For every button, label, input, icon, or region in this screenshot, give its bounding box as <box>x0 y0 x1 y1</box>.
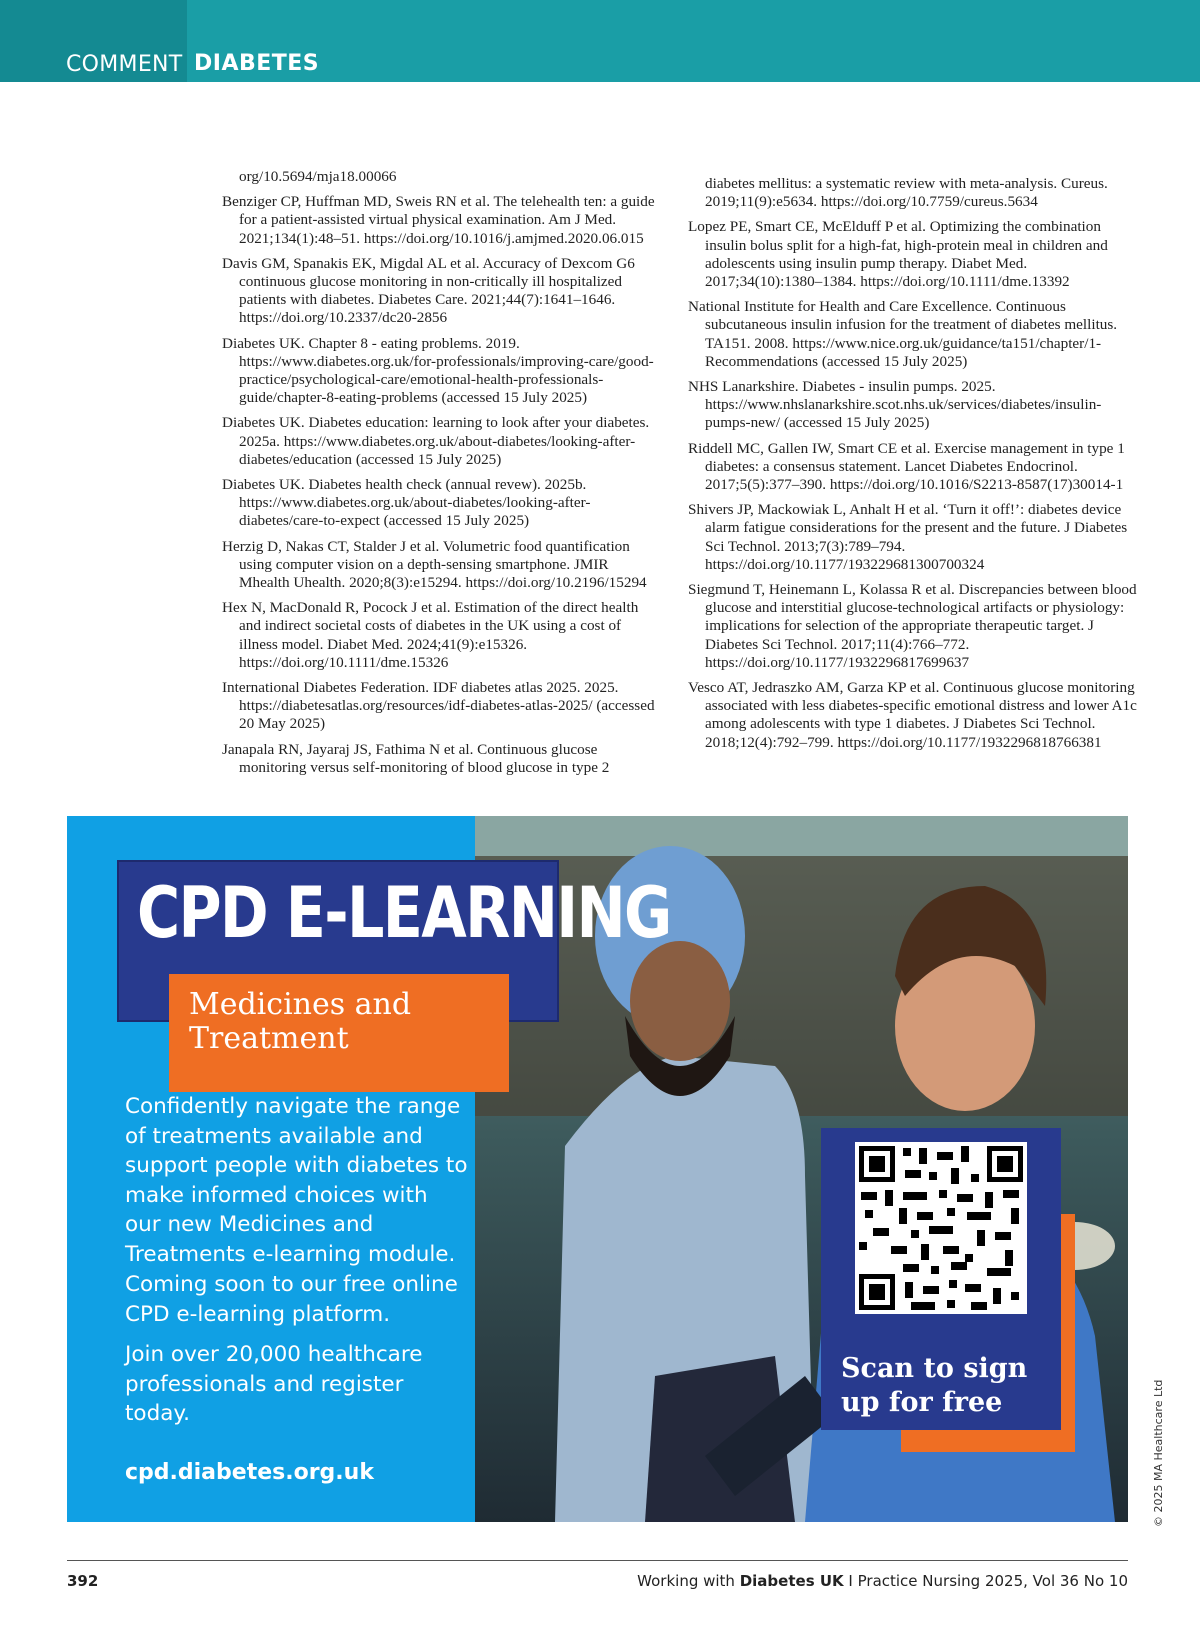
reference-item: Diabetes UK. Diabetes education: learning to look after your diabetes. 2025a. https://www.diabetes.org.uk/about-diabetes/looking-after-diabetes/education (accessed 15 July 2025) <box>222 414 650 468</box>
copyright-notice: © 2025 MA Healthcare Ltd <box>1152 1379 1165 1527</box>
advert-url[interactable]: cpd.diabetes.org.uk <box>125 1460 374 1485</box>
reference-item: NHS Lanarkshire. Diabetes - insulin pumps. 2025. https://www.nhslanarkshire.scot.nhs.uk/services/diabetes/insulin-pumps-new/ (accessed 15 July 2025) <box>688 378 1102 432</box>
qr-caption: Scan to sign up for free <box>841 1353 1028 1418</box>
reference-item: Hex N, MacDonald R, Pocock J et al. Estimation of the direct health and indirect societal costs of diabetes in the UK using a cost of illness model. Diabet Med. 2024;41(9):e15326. https://doi.org/10.1111/dme.15326 <box>222 599 639 671</box>
reference-item: Riddell MC, Gallen IW, Smart CE et al. Exercise management in type 1 diabetes: a consensus statement. Lancet Diabetes Endocrinol. 2017;5(5):377–390. https://doi.org/10.1016/S2213-8587(17)30014-1 <box>688 439 1125 494</box>
reference-item: Herzig D, Nakas CT, Stalder J et al. Volumetric food quantification using computer vision on a depth-sensing smartphone. JMIR Mhealth Uhealth. 2020;8(3):e15294. https://doi.org/10.2196/15294 <box>222 537 647 592</box>
reference-item: diabetes mellitus: a systematic review with meta-analysis. Cureus. 2019;11(9):e5634. https://doi.org/10.7759/cureus.5634 <box>705 175 1108 211</box>
qr-code-icon <box>855 1142 1027 1314</box>
topic-label: DIABETES <box>194 51 320 76</box>
reference-item: International Diabetes Federation. IDF diabetes atlas 2025. 2025. https://diabetesatlas.org/resources/idf-diabetes-atlas-2025/ (accessed 20 May 2025) <box>222 679 655 733</box>
reference-item: Shivers JP, Mackowiak L, Anhalt H et al. ‘Turn it off!’: diabetes device alarm fatigue considerations for the present and the future. J Diabetes Sci Technol. 2013;7(3):789–794. https://doi.org/10.1177/193229681300700324 <box>688 501 1128 573</box>
page-number: 392 <box>67 1572 99 1590</box>
reference-item: Diabetes UK. Diabetes health check (annual revew). 2025b. https://www.diabetes.org.uk/about-diabetes/looking-after-diabetes/care-to-expect (accessed 15 July 2025) <box>222 476 591 530</box>
reference-item: Vesco AT, Jedraszko AM, Garza KP et al. Continuous glucose monitoring associated with less diabetes-specific emotional distress and lower A1c among adolescents with type 1 diabetes. J Diabetes Sci Technol. 2018;12(4):792–799. https://doi.org/10.1177/1932296818766381 <box>688 679 1137 751</box>
reference-item: Benziger CP, Huffman MD, Sweis RN et al. The telehealth ten: a guide for a patient-assisted virtual physical examination. Am J Med. 2021;134(1):48–51. https://doi.org/10.1016/j.amjmed.2020.06.015 <box>222 193 655 247</box>
reference-item: Davis GM, Spanakis EK, Migdal AL et al. Accuracy of Dexcom G6 continuous glucose monitoring in non-critically ill hospitalized patients with diabetes. Diabetes Care. 2021;44(7):1641–1646. https://doi.org/10.2337/dc20-2856 <box>222 254 635 327</box>
advert-title: CPD E-LEARNING <box>137 872 671 954</box>
journal-brand: Diabetes UK <box>739 1572 844 1590</box>
footer-divider <box>67 1560 1128 1561</box>
journal-info <box>637 1572 1128 1590</box>
reference-item: Diabetes UK. Chapter 8 - eating problems. 2019. https://www.diabetes.org.uk/for-professionals/improving-care/good-practice/psychological-care/emotional-health-professionals-guide/chapter-8-eating-problems (accessed 15 July 2025) <box>222 334 654 407</box>
advert-coming-soon: Coming soon to our free online CPD e-learning platform. <box>125 1272 458 1327</box>
reference-item: org/10.5694/mja18.00066 <box>239 168 397 185</box>
journal-prefix: Working with <box>637 1572 740 1590</box>
references-right-column <box>688 175 1140 759</box>
journal-suffix: I Practice Nursing 2025, Vol 36 No 10 <box>843 1572 1128 1590</box>
reference-item: National Institute for Health and Care Excellence. Continuous subcutaneous insulin infusion for the treatment of diabetes mellitus. TA151. 2008. https://www.nice.org.uk/guidance/ta151/chapter/1-Recommendations (accessed 15 July 2025) <box>688 298 1118 370</box>
reference-item: Siegmund T, Heinemann L, Kolassa R et al. Discrepancies between blood glucose and interstitial glucose-technological artifacts or physiology: implications for selection of the appropriate therapeutic target. J Diabetes Sci Technol. 2017;11(4):766–772. https://doi.org/10.1177/1932296817699637 <box>688 581 1137 671</box>
cpd-advert <box>67 816 1128 1522</box>
advert-description: Confidently navigate the range of treatments available and support people with diabetes to make informed choices with our new Medicines and Treatments e-learning module. <box>125 1094 468 1267</box>
advert-join: Join over 20,000 healthcare professionals and register today. <box>125 1342 423 1426</box>
advert-subtitle: Medicines and Treatment <box>189 987 412 1056</box>
references-left-column <box>222 168 662 784</box>
qr-code[interactable] <box>855 1142 1027 1314</box>
reference-item: Lopez PE, Smart CE, McElduff P et al. Optimizing the combination insulin bolus split for a high-fat, high-protein meal in children and adolescents using insulin pump therapy. Diabet Med. 2017;34(10):1380–1384. https://doi.org/10.1111/dme.13392 <box>688 218 1108 291</box>
page-header <box>0 0 1200 82</box>
section-label: COMMENT <box>66 52 183 77</box>
reference-item: Janapala RN, Jayaraj JS, Fathima N et al. Continuous glucose monitoring versus self-monitoring of blood glucose in type 2 <box>222 740 610 776</box>
